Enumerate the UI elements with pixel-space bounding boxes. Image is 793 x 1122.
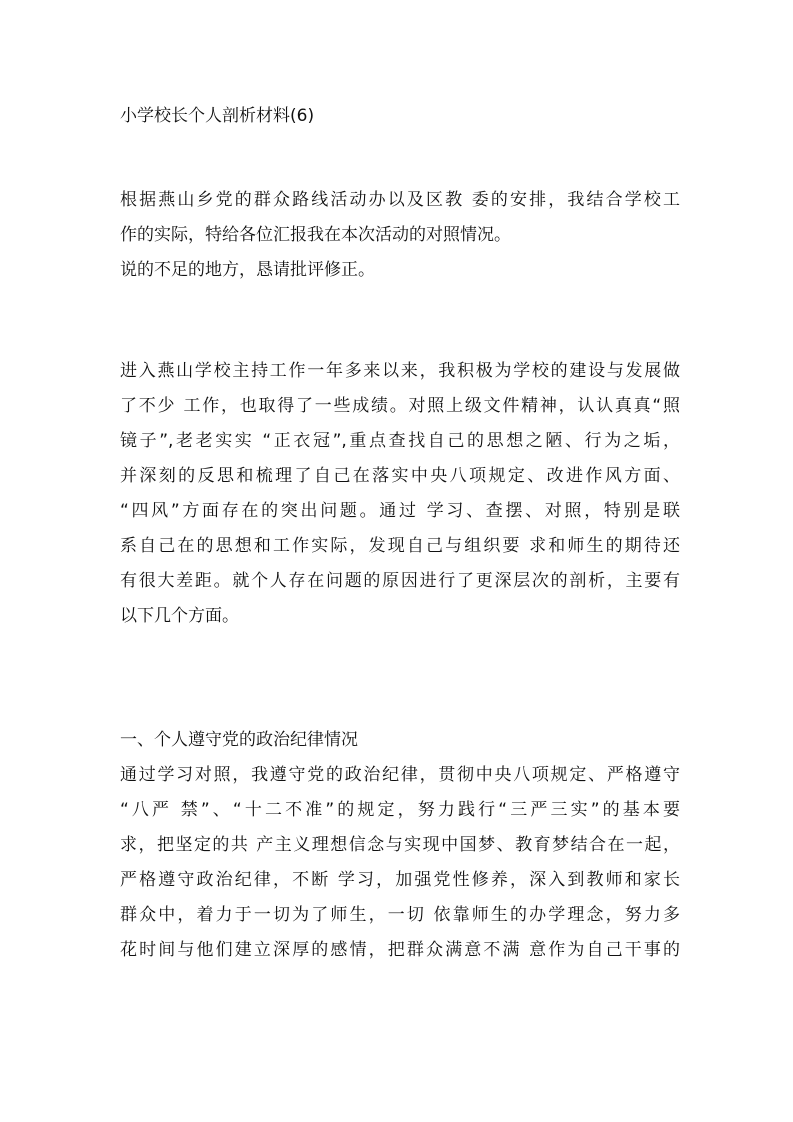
text-line: 群众中，着力于一切为了师生，一切 依靠师生的办学理念，努力多 xyxy=(120,905,680,925)
intro-paragraph xyxy=(120,183,680,288)
text-line: 系自己在的思想和工作实际，发现自己与组织要 求和师生的期待还 xyxy=(120,536,680,556)
text-line: 并深刻的反思和梳理了自己在落实中央八项规定、改进作风方面、 xyxy=(120,466,680,486)
text-line: 作的实际，特给各位汇报我在本次活动的对照情况。 xyxy=(120,225,511,245)
text-line: 以下几个方面。 xyxy=(120,606,239,626)
heading-text: 一、个人遵守党的政治纪律情况 xyxy=(120,730,358,750)
text-line: 镜子”,老老实实 “正衣冠”,重点查找自己的思想之陋、行为之垢， xyxy=(120,431,680,451)
text-line: 通过学习对照，我遵守党的政治纪律，贯彻中央八项规定、严格遵守 xyxy=(120,765,680,785)
text-line: 严格遵守政治纪律，不断 学习，加强党性修养，深入到教师和家长 xyxy=(120,870,680,890)
text-line: 求，把坚定的共 产主义理想信念与实现中国梦、教育梦结合在一起， xyxy=(120,835,680,855)
text-line: 了不少 工作，也取得了一些成绩。对照上级文件精神，认认真真“照 xyxy=(120,396,680,416)
section-paragraph xyxy=(120,758,680,968)
text-line: 说的不足的地方，恳请批评修正。 xyxy=(120,260,375,280)
text-line: 进入燕山学校主持工作一年多来以来，我积极为学校的建设与发展做 xyxy=(120,361,680,381)
document-title: 小学校长个人剖析材料(6) xyxy=(120,106,315,126)
text-line: “八严 禁”、“十二不准”的规定，努力践行“三严三实”的基本要 xyxy=(120,800,680,820)
body-paragraph xyxy=(120,354,680,634)
text-line: 花时间与他们建立深厚的感情，把群众满意不满 意作为自己干事的 xyxy=(120,940,680,960)
text-line: “四风”方面存在的突出问题。通过 学习、查摆、对照，特别是联 xyxy=(120,501,680,521)
text-line: 根据燕山乡党的群众路线活动办以及区教 委的安排，我结合学校工 xyxy=(120,190,680,210)
section-heading xyxy=(120,723,680,758)
text-line: 有很大差距。就个人存在问题的原因进行了更深层次的剖析，主要有 xyxy=(120,571,680,591)
